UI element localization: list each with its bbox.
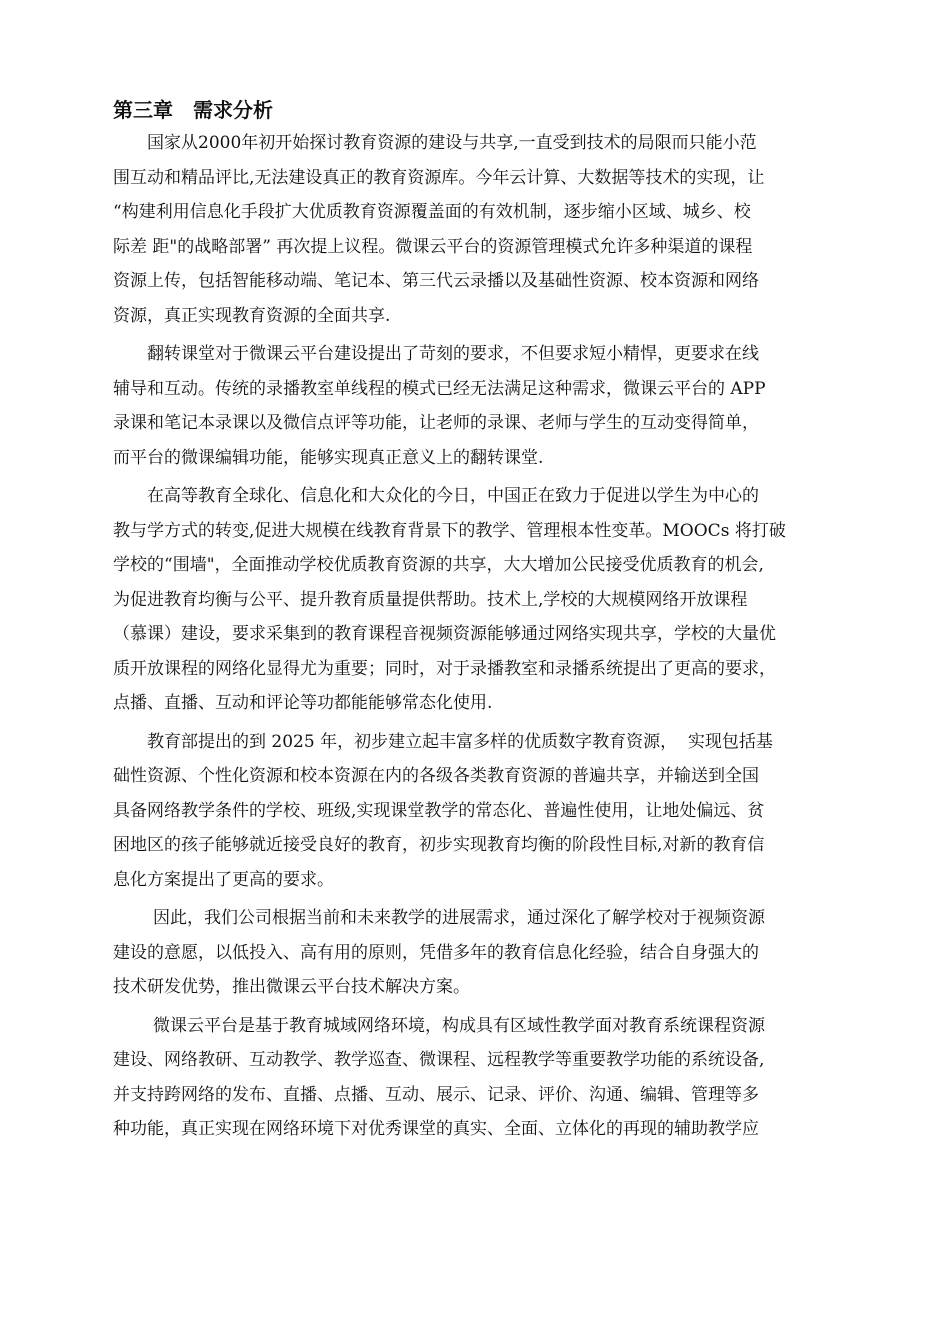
paragraph-2	[113, 337, 853, 475]
paragraph-line: 因此，我们公司根据当前和未来教学的进展需求，通过深化了解学校对于视频资源	[153, 908, 765, 928]
paragraph-line: 种功能，真正实现在网络环境下对优秀课堂的真实、全面、立体化的再现的辅助教学应	[113, 1119, 759, 1139]
paragraph-1	[113, 126, 853, 333]
chapter-title: 第三章 需求分析	[113, 98, 273, 122]
paragraph-line: 困地区的孩子能够就近接受良好的教育，初步实现教育均衡的阶段性目标,对新的教育信	[113, 835, 765, 855]
paragraph-line: （慕课）建设，要求采集到的教育课程音视频资源能够通过网络实现共享，学校的大量优	[113, 624, 776, 644]
paragraph-line: 翻转课堂对于微课云平台建设提出了苛刻的要求，不但要求短小精悍，更要求在线	[147, 344, 759, 364]
paragraph-line: 点播、直播、互动和评论等功都能能够常态化使用.	[113, 693, 493, 713]
paragraph-3	[113, 479, 853, 721]
paragraph-line: 资源上传，包括智能移动端、笔记本、第三代云录播以及基础性资源、校本资源和网络	[113, 271, 759, 291]
paragraph-line: 教与学方式的转变,促进大规模在线教育背景下的教学、管理根本性变革。MOOCs 将打破	[113, 520, 786, 541]
paragraph-line: 在高等教育全球化、信息化和大众化的今日，中国正在致力于促进以学生为中心的	[147, 486, 759, 506]
paragraph-line: 录课和笔记本录课以及微信点评等功能，让老师的录课、老师与学生的互动变得简单，	[113, 413, 759, 433]
paragraph-line: “构建利用信息化手段扩大优质教育资源覆盖面的有效机制，逐步缩小区域、城乡、校	[113, 202, 751, 222]
paragraph-line: 国家从2000年初开始探讨教育资源的建设与共享,一直受到技术的局限而只能小范	[147, 133, 757, 153]
paragraph-line: 息化方案提出了更高的要求。	[113, 869, 334, 890]
paragraph-line: 技术研发优势，推出微课云平台技术解决方案。	[113, 977, 470, 997]
document-body	[113, 96, 853, 1151]
paragraph-line: 学校的“围墙"，全面推动学校优质教育资源的共享，大大增加公民接受优质教育的机会,	[113, 555, 764, 575]
paragraph-5	[113, 901, 853, 1005]
paragraph-line: 际差 距"的战略部署” 再次提上议程。微课云平台的资源管理模式允许多种渠道的课程	[113, 236, 753, 257]
paragraph-4	[113, 725, 853, 898]
paragraph-line: 具备网络教学条件的学校、班级,实现课堂教学的常态化、普遍性使用，让地处偏远、贫	[113, 800, 765, 821]
paragraph-line: 建设、网络教研、互动教学、教学巡查、微课程、远程教学等重要教学功能的系统设备,	[113, 1050, 765, 1070]
paragraph-line: 建设的意愿，以低投入、高有用的原则，凭借多年的教育信息化经验，结合自身强大的	[113, 942, 759, 963]
paragraph-line: 础性资源、个性化资源和校本资源在内的各级各类教育资源的普遍共享，并输送到全国	[113, 766, 759, 786]
paragraph-line: 质开放课程的网络化显得尤为重要；同时，对于录播教室和录播系统提出了更高的要求，	[113, 658, 776, 679]
paragraph-line: 并支持跨网络的发布、直播、点播、互动、展示、记录、评价、沟通、编辑、管理等多	[113, 1084, 759, 1105]
paragraph-line: 资源，真正实现教育资源的全面共享.	[113, 305, 391, 326]
paragraph-line: 而平台的微课编辑功能，能够实现真正意义上的翻转课堂.	[113, 447, 544, 468]
paragraph-line: 教育部提出的到 2025 年，初步建立起丰富多样的优质数字教育资源， 实现包括基	[147, 731, 773, 752]
paragraph-line: 围互动和精品评比,无法建设真正的教育资源库。今年云计算、大数据等技术的实现，让	[113, 167, 765, 188]
paragraph-line: 微课云平台是基于教育城域网络环境，构成具有区域性教学面对教育系统课程资源	[153, 1015, 765, 1036]
paragraph-line: 为促进教育均衡与公平、提升教育质量提供帮助。技术上,学校的大规模网络开放课程	[113, 589, 748, 610]
paragraph-line: 辅导和互动。传统的录播教室单线程的模式已经无法满足这种需求，微课云平台的 APP	[113, 378, 766, 399]
paragraph-6	[113, 1009, 853, 1147]
